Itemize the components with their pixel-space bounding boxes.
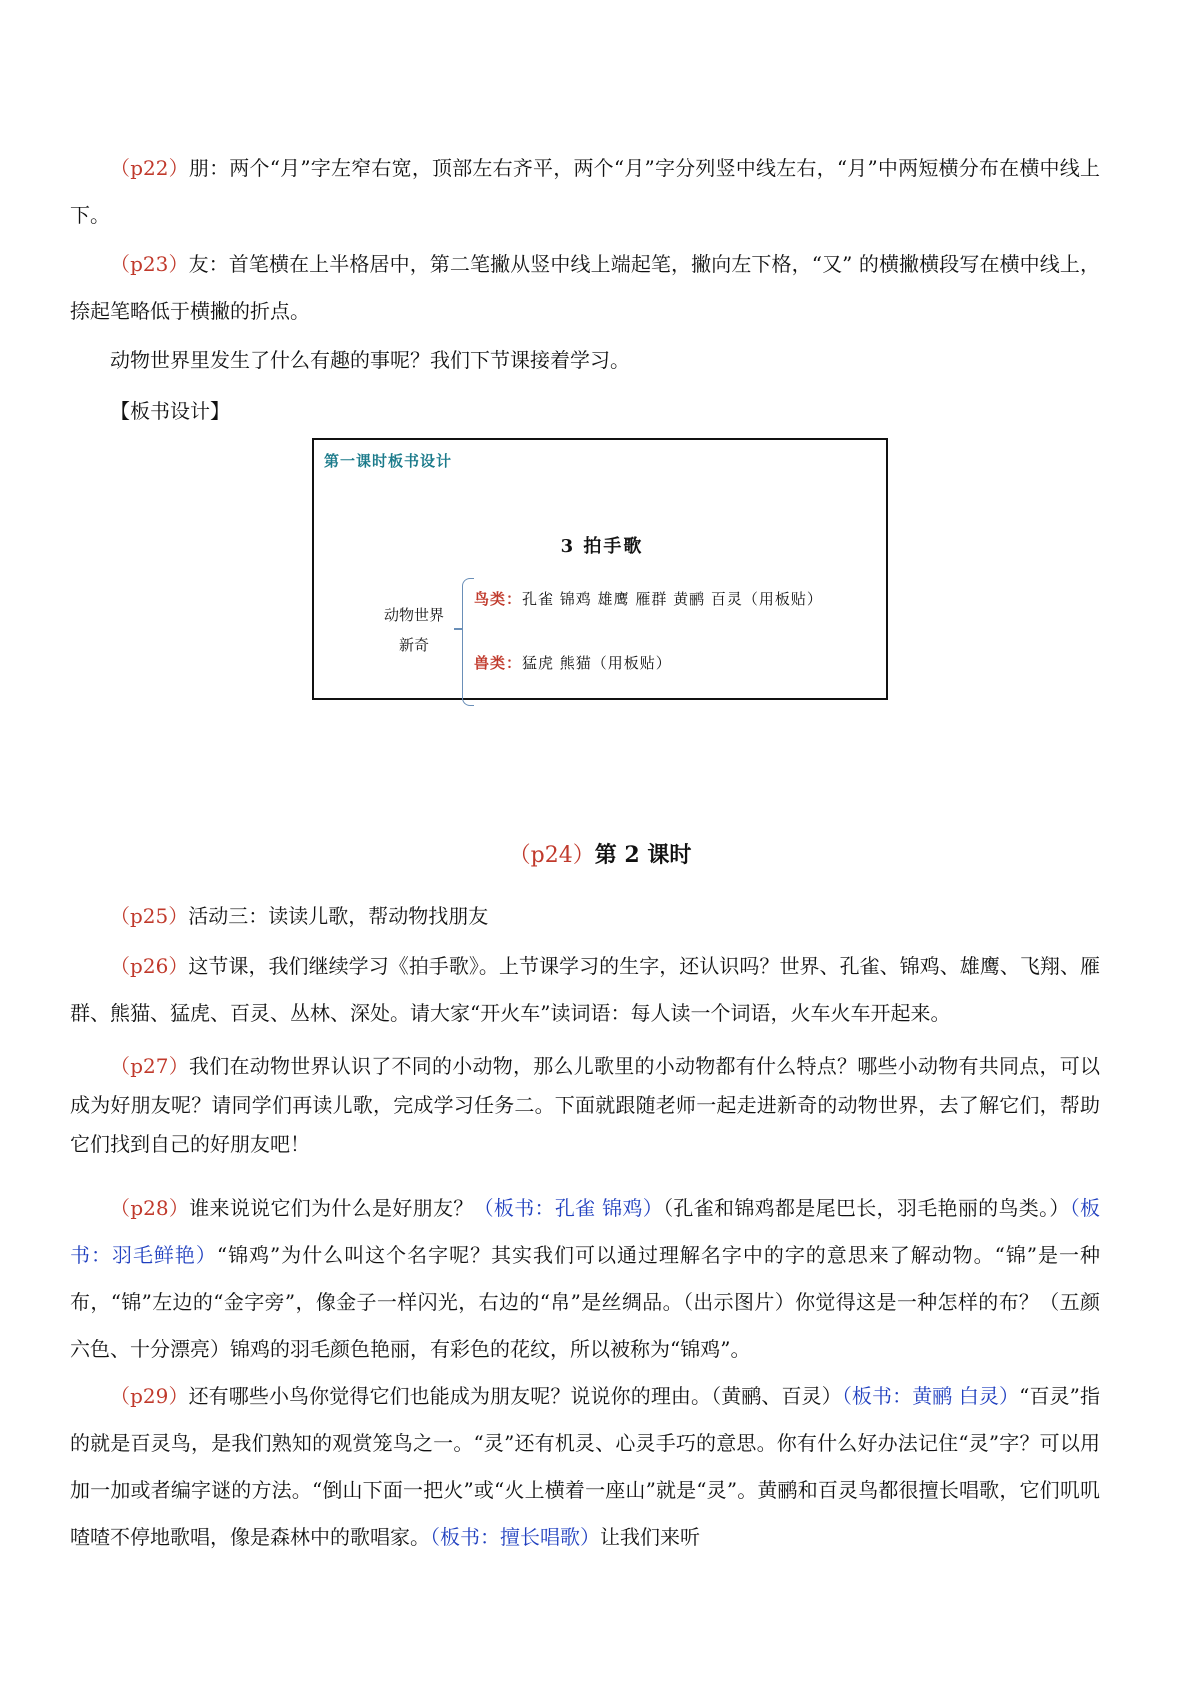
page-ref: （p24） [508, 843, 595, 868]
paragraph-text: 我们在动物世界认识了不同的小动物，那么儿歌里的小动物都有什么特点？哪些小动物有共同点，可以成为好朋友呢？请同学们再读儿歌，完成学习任务二。下面就跟随老师一起走进新奇的动物世界，去了解它们，帮助它们找到自己的好朋友吧！ [70, 1054, 1101, 1156]
page-ref: （p28） [110, 1196, 190, 1220]
section-title-text: 第 2 课时 [594, 842, 692, 868]
paragraph-p26 [70, 943, 1100, 1037]
page-ref: （p29） [110, 1384, 189, 1408]
paragraph-text: 这节课，我们继续学习《拍手歌》。上节课学习的生字，还认识吗？世界、孔雀、锦鸡、雄鹰、飞翔、雁群、熊猫、猛虎、百灵、丛林、深处。请大家“开火车”读词语：每人读一个词语，火车火车开起来。 [70, 954, 1101, 1025]
beasts-label: 兽类： [474, 654, 523, 672]
blackboard-design-box [312, 438, 888, 700]
paragraph-p23 [70, 241, 1100, 335]
page-ref: （p26） [110, 954, 189, 978]
paragraph-text: 友：首笔横在上半格居中，第二笔撇从竖中线上端起笔，撇向左下格，“又” 的横撇横段写在横中线上，捺起笔略低于横撇的折点。 [70, 252, 1100, 323]
paragraph-text: “锦鸡”为什么叫这个名字呢？其实我们可以通过理解名字中的字的意思来了解动物。“锦”是一种布，“锦”左边的“金字旁”，像金子一样闪光，右边的“帛”是丝绸品。（出示图片）你觉得这是一种怎样的布？（五颜六色、十分漂亮）锦鸡的羽毛颜色艳丽，有彩色的花纹，所以被称为“锦鸡”。 [70, 1243, 1100, 1361]
paragraph-p28 [70, 1185, 1100, 1373]
topic-line: 动物世界 [383, 606, 444, 624]
paragraph-text: 让我们来听 [600, 1525, 700, 1549]
board-design-heading: 【板书设计】 [110, 399, 230, 423]
page-ref: （p23） [110, 252, 189, 276]
brace-bracket [462, 578, 474, 706]
paragraph-p25 [70, 893, 1100, 940]
board-note: （板书：孔雀 锦鸡） [473, 1196, 664, 1220]
beasts-items: 猛虎 熊猫（用板贴） [522, 654, 672, 672]
paragraph-text: （孔雀和锦鸡都是尾巴长，羽毛艳丽的鸟类。） [663, 1196, 1070, 1220]
board-title: 第一课时板书设计 [324, 452, 453, 470]
closing-sentence: 动物世界里发生了什么有趣的事呢？我们下节课接着学习。 [110, 348, 630, 372]
section-title [0, 838, 1200, 873]
board-note: （板书：擅长唱歌） [430, 1525, 600, 1549]
board-note: （板书：黄鹂 白灵） [841, 1384, 1020, 1408]
lesson-title: 3 拍手歌 [560, 536, 644, 557]
paragraph-text: 谁来说说它们为什么是好朋友？ [189, 1196, 474, 1220]
paragraph-p27 [70, 1047, 1100, 1164]
topic-label [369, 600, 459, 660]
birds-items: 孔雀 锦鸡 雄鹰 雁群 黄鹂 百灵（用板贴） [522, 590, 823, 608]
paragraph-text: 活动三：读读儿歌，帮动物找朋友 [188, 904, 489, 928]
brace-tip [454, 628, 462, 630]
page-ref: （p22） [110, 156, 189, 180]
topic-line: 新奇 [398, 636, 429, 654]
birds-label: 鸟类： [474, 590, 523, 608]
birds-row [474, 588, 823, 609]
paragraph-p22 [70, 145, 1100, 239]
beasts-row [474, 652, 672, 673]
paragraph-p29 [70, 1373, 1100, 1561]
paragraph-text: 还有哪些小鸟你觉得它们也能成为朋友呢？说说你的理由。（黄鹂、百灵） [188, 1384, 842, 1408]
page-ref: （p27） [110, 1054, 190, 1078]
paragraph-text: “百灵”指的就是百灵鸟，是我们熟知的观赏笼鸟之一。“灵”还有机灵、心灵手巧的意思。你有什么好办法记住“灵”字？可以用加一加或者编字谜的方法。“倒山下面一把火”或“火上横着一座山”就是“灵”。黄鹂和百灵鸟都很擅长唱歌，它们叽叽喳喳不停地歌唱，像是森林中的歌唱家。 [70, 1384, 1100, 1549]
page-ref: （p25） [110, 904, 189, 928]
board-note: （板书：羽毛鲜艳） [70, 1196, 1101, 1267]
paragraph-text: 朋：两个“月”字左窄右宽，顶部左右齐平，两个“月”字分列竖中线左右，“月”中两短横分布在横中线上下。 [70, 156, 1100, 227]
